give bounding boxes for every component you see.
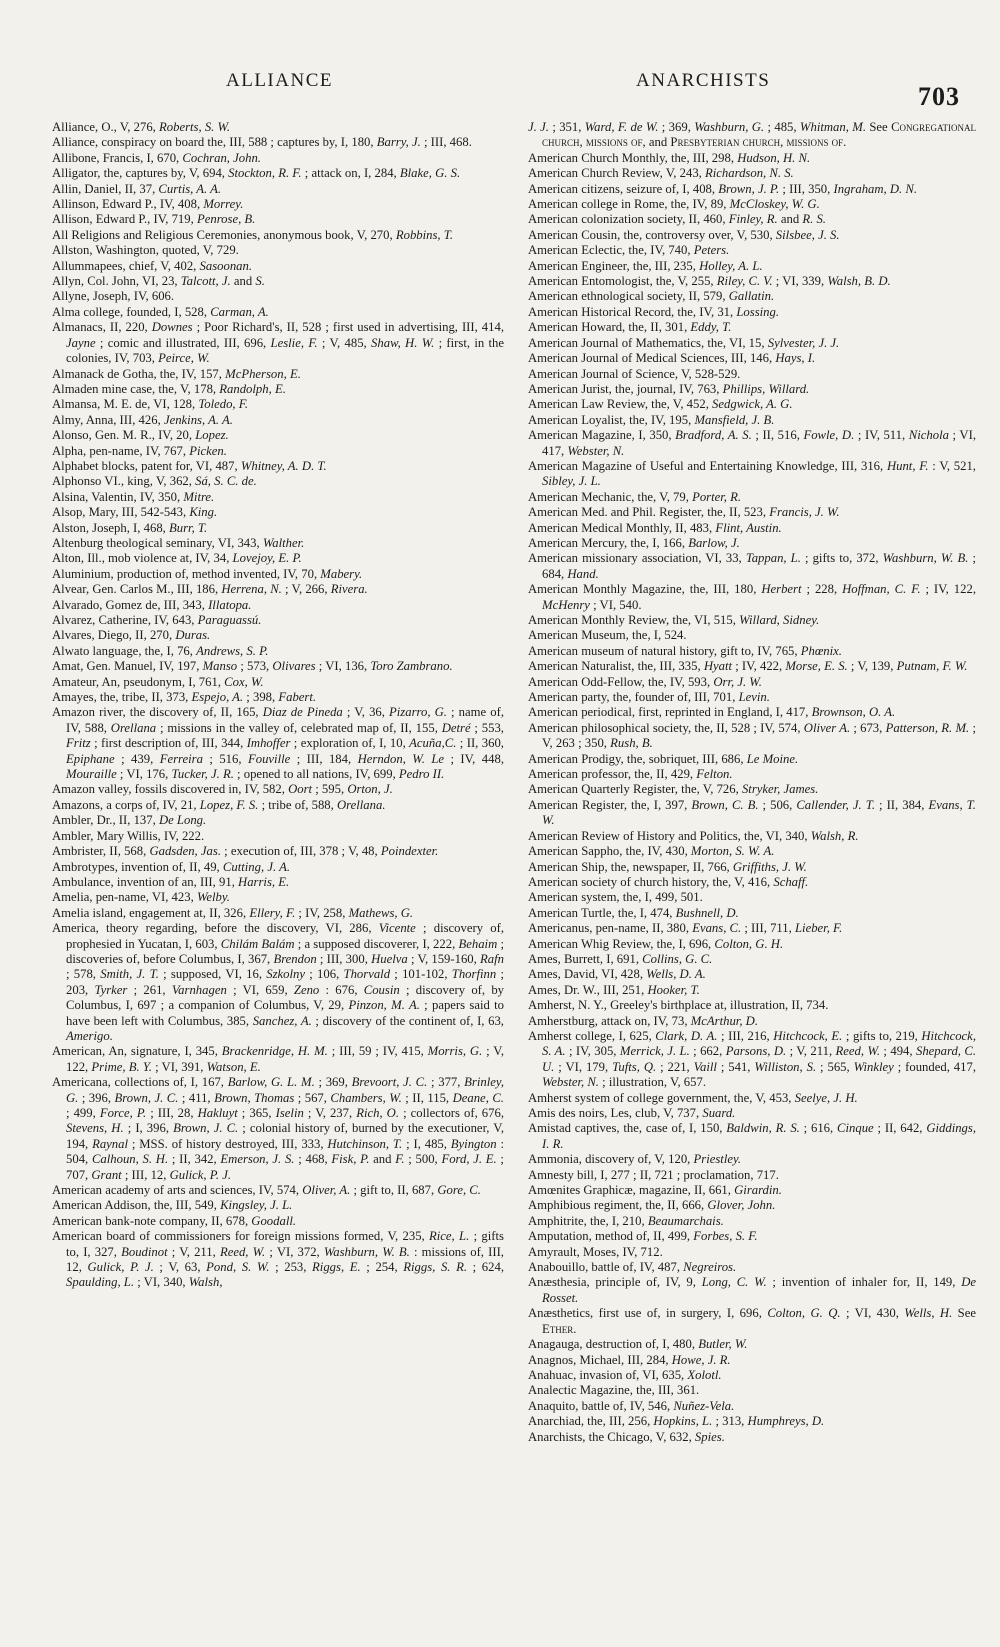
index-entry: American Eclectic, the, IV, 740, Peters. — [528, 243, 730, 258]
index-entry: Amat, Gen. Manuel, IV, 197, Manso ; 573, Olivares ; VI, 136, Toro Zambrano. — [52, 659, 453, 674]
index-entry: American philosophical society, the, II, 528 ; IV, 574, Oliver A. ; 673, Patterson, R. M. ; V, 263 ; 350, Rush, B. — [528, 720, 976, 751]
index-entry: Ambulance, invention of an, III, 91, Harris, E. — [52, 874, 290, 889]
index-entry: American, An, signature, I, 345, Brackenridge, H. M. ; III, 59 ; IV, 415, Morris, G. ; V, 122, Prime, B. Y. ; VI, 391, Watson, E. — [52, 1044, 504, 1074]
index-entry: Amateur, An, pseudonym, I, 761, Cox, W. — [52, 674, 264, 689]
index-entry: Alliance, conspiracy on board the, III, 588 ; captures by, I, 180, Barry, J. ; III, 468. — [52, 135, 472, 150]
index-entry: American Mechanic, the, V, 79, Porter, R. — [528, 489, 742, 504]
index-entry: Almy, Anna, III, 426, Jenkins, A. A. — [52, 412, 233, 427]
index-entry: America, theory regarding, before the discovery, VI, 286, Vicente ; discovery of, prophesied in Yucatan, I, 603, Chilám Balám ; a supposed discoverer, I, 222, Behaim ; discoveries of, before Columbus, I, 367, Brendon ; III, 300, Huelva ; V, 159-160, Rafn ; 578, Smith, J. T. ; supposed, VI, 16, Szkolny ; 106, Thorvald ; 101-102, Thorfinn ; 203, Tyrker ; 261, Varnhagen ; VI, 659, Zeno : 676, Cousin ; discovery of, by Columbus, I, 697 ; a companion of Columbus, V, 29, Pinzon, M. A. ; papers said to have been left with Columbus, 385, Sanchez, A. ; discovery of the continent of, I, 63, Amerigo. — [52, 921, 505, 1043]
index-entry: American Museum, the, I, 524. — [528, 628, 687, 643]
index-entry: Alvarado, Gomez de, III, 343, Illatopa. — [52, 597, 252, 612]
index-entry: American Journal of Mathematics, the, VI, 15, Sylvester, J. J. — [528, 335, 840, 350]
index-entry: Ambler, Dr., II, 137, De Long. — [52, 813, 207, 828]
index-entry: Allyne, Joseph, IV, 606. — [52, 289, 175, 304]
index-entry: Anaquito, battle of, IV, 546, Nuñez-Vela. — [528, 1398, 735, 1413]
index-entry: Allummapees, chief, V, 402, Sasoonan. — [52, 258, 253, 273]
index-entry: Alvares, Diego, II, 270, Duras. — [52, 628, 211, 643]
index-entry: American ethnological society, II, 579, Gallatin. — [528, 289, 775, 304]
index-entry: American Jurist, the, journal, IV, 763, Phillips, Willard. — [528, 381, 810, 396]
index-entry: American party, the, founder of, III, 701, Levin. — [528, 690, 770, 705]
index-entry: American Magazine, I, 350, Bradford, A. S. ; II, 516, Fowle, D. ; IV, 511, Nichola ; VI, 417, Webster, N. — [528, 428, 976, 458]
index-entry: Anabouillo, battle of, IV, 487, Negreiros. — [528, 1260, 737, 1275]
index-entry: Alonso, Gen. M. R., IV, 20, Lopez. — [52, 428, 229, 443]
index-entry: American Mercury, the, I, 166, Barlow, J. — [528, 535, 740, 550]
index-entry: American Howard, the, II, 301, Eddy, T. — [528, 320, 732, 335]
index-entry: Almanacs, II, 220, Downes ; Poor Richard's, II, 528 ; first used in advertising, III, 414, Jayne ; comic and illustrated, III, 696, Leslie, F. ; V, 485, Shaw, H. W. ; first, in the colonies, IV, 703, Peirce, W. — [52, 320, 505, 366]
index-entry: Alsop, Mary, III, 542-543, King. — [52, 505, 218, 520]
index-entry: Alwato language, the, I, 76, Andrews, S. P. — [52, 643, 269, 658]
index-entry: Amayes, the, tribe, II, 373, Espejo, A. ; 398, Fabert. — [52, 690, 317, 705]
index-column-left — [52, 120, 504, 1291]
index-entry: Ambler, Mary Willis, IV, 222. — [52, 828, 205, 843]
index-entry: Amistad captives, the, case of, I, 150, Baldwin, R. S. ; 616, Cinque ; II, 642, Giddings, I. R. — [528, 1121, 977, 1151]
index-column-right — [528, 120, 976, 1445]
index-entry: Amnesty bill, I, 277 ; II, 721 ; proclamation, 717. — [528, 1167, 779, 1182]
index-entry: Amherst college, I, 625, Clark, D. A. ; III, 216, Hitchcock, E. ; gifts to, 219, Hitchcock, S. A. ; IV, 305, Merrick, J. L. ; 662, Parsons, D. ; V, 211, Reed, W. ; 494, Shepard, C. U. ; VI, 179, Tufts, Q. ; 221, Vaill ; 541, Williston, S. ; 565, Winkley ; founded, 417, Webster, N. ; illustration, V, 657. — [528, 1028, 977, 1090]
index-entry: Amazons, a corps of, IV, 21, Lopez, F. S. ; tribe of, 588, Orellana. — [52, 797, 386, 812]
index-entry: Anahuac, invasion of, VI, 635, Xolotl. — [528, 1367, 722, 1382]
index-entry: American Journal of Science, V, 528-529. — [528, 366, 741, 381]
index-entry: Alpha, pen-name, IV, 767, Picken. — [52, 443, 227, 458]
index-entry: Altenburg theological seminary, VI, 343, Walther. — [52, 535, 305, 550]
index-entry: Amazon river, the discovery of, II, 165, Diaz de Pineda ; V, 36, Pizarro, G. ; name of, IV, 588, Orellana ; missions in the valley of, celebrated map of, II, 155, Detré ; 553, Fritz ; first description of, III, 344, Imhoffer ; exploration of, I, 10, Acuña,C. ; II, 360, Epiphane ; 439, Ferreira ; 516, Fouville ; III, 184, Herndon, W. Le ; IV, 448, Mouraille ; VI, 176, Tucker, J. R. ; opened to all nations, IV, 699, Pedro II. — [52, 705, 504, 782]
index-entry: Anagauga, destruction of, I, 480, Butler, W. — [528, 1337, 748, 1352]
index-entry: Allston, Washington, quoted, V, 729. — [52, 243, 239, 258]
index-entry: Allison, Edward P., IV, 719, Penrose, B. — [52, 212, 256, 227]
index-entry: American Addison, the, III, 549, Kingsley, J. L. — [52, 1198, 293, 1213]
index-entry: American Medical Monthly, II, 483, Flint, Austin. — [528, 520, 782, 535]
index-entry: American professor, the, II, 429, Felton. — [528, 767, 733, 782]
index-entry: American Prodigy, the, sobriquet, III, 686, Le Moine. — [528, 751, 799, 766]
index-entry: American Quarterly Register, the, V, 726, Stryker, James. — [528, 782, 819, 797]
index-entry: American Church Review, V, 243, Richardson, N. S. — [528, 166, 794, 181]
index-entry: Amyrault, Moses, IV, 712. — [528, 1244, 663, 1259]
index-entry: Aluminium, production of, method invented, IV, 70, Mabery. — [52, 566, 363, 581]
index-entry: American Med. and Phil. Register, the, II, 523, Francis, J. W. — [528, 505, 840, 520]
index-entry: Anæsthetics, first use of, in surgery, I, 696, Colton, G. Q. ; VI, 430, Wells, H. See Ether. — [528, 1306, 976, 1336]
index-entry: Amherstburg, attack on, IV, 73, McArthur, D. — [528, 1013, 758, 1028]
index-entry: American Historical Record, the, IV, 31, Lossing. — [528, 304, 780, 319]
index-entry: Amherst, N. Y., Greeley's birthplace at, illustration, II, 734. — [528, 998, 829, 1013]
index-entry: American Naturalist, the, III, 335, Hyatt ; IV, 422, Morse, E. S. ; V, 139, Putnam, F. W. — [528, 659, 968, 674]
index-entry: Americana, collections of, I, 167, Barlow, G. L. M. ; 369, Brevoort, J. C. ; 377, Brinley, G. ; 396, Brown, J. C. ; 411, Brown, Thomas ; 567, Chambers, W. ; II, 115, Deane, C. ; 499, Force, P. ; III, 28, Hakluyt ; 365, Iselin ; V, 237, Rich, O. ; collectors of, 676, Stevens, H. ; I, 396, Brown, J. C. ; colonial history of, burned by the executioner, V, 194, Raynal ; MSS. of history destroyed, III, 333, Hutchinson, T. ; I, 485, Byington : 504, Calhoun, S. H. ; II, 342, Emerson, J. S. ; 468, Fisk, P. and F. ; 500, Ford, J. E. ; 707, Grant ; III, 12, Gulick, P. J. — [52, 1075, 505, 1182]
index-entry: Alligator, the, captures by, V, 694, Stockton, R. F. ; attack on, I, 284, Blake, G. S. — [52, 166, 461, 181]
index-entry: Allibone, Francis, I, 670, Cochran, John. — [52, 150, 261, 165]
index-entry: American system, the, I, 499, 501. — [528, 890, 703, 905]
index-entry: American Monthly Review, the, VI, 515, Willard, Sidney. — [528, 613, 820, 627]
index-entry: American Review of History and Politics, the, VI, 340, Walsh, R. — [528, 828, 859, 843]
index-entry: American bank-note company, II, 678, Goodall. — [52, 1213, 297, 1228]
index-entry: Ames, David, VI, 428, Wells, D. A. — [528, 967, 706, 982]
index-entry: Alston, Joseph, I, 468, Burr, T. — [52, 520, 208, 535]
running-head-left: ALLIANCE — [226, 70, 333, 91]
running-head-right: ANARCHISTS — [636, 70, 771, 91]
index-entry: Alton, Ill., mob violence at, IV, 34, Lovejoy, E. P. — [52, 551, 302, 566]
index-entry: American Cousin, the, controversy over, V, 530, Silsbee, J. S. — [528, 227, 840, 242]
index-entry: Anarchiad, the, III, 256, Hopkins, L. ; 313, Humphreys, D. — [528, 1414, 825, 1429]
index-entry: Allin, Daniel, II, 37, Curtis, A. A. — [52, 181, 222, 196]
index-entry: American society of church history, the, V, 416, Schaff. — [528, 874, 809, 889]
index-entry: American Law Review, the, V, 452, Sedgwick, A. G. — [528, 397, 793, 412]
index-entry: American academy of arts and sciences, IV, 574, Oliver, A. ; gift to, II, 687, Gore, C. — [52, 1183, 481, 1198]
index-entry: American periodical, first, reprinted in England, I, 417, Brownson, O. A. — [528, 705, 896, 720]
index-entry: Alphabet blocks, patent for, VI, 487, Whitney, A. D. T. — [52, 458, 327, 473]
index-entry: Alliance, O., V, 276, Roberts, S. W. — [52, 120, 231, 134]
index-entry: Alsina, Valentin, IV, 350, Mitre. — [52, 489, 215, 504]
index-entry: American Ship, the, newspaper, II, 766, Griffiths, J. W. — [528, 859, 807, 874]
index-entry: Americanus, pen-name, II, 380, Evans, C. ; III, 711, Lieber, F. — [528, 921, 843, 936]
index-entry: Alma college, founded, I, 528, Carman, A. — [52, 304, 269, 319]
index-entry: Amazon valley, fossils discovered in, IV, 582, Oort ; 595, Orton, J. — [52, 782, 393, 797]
index-entry: Allyn, Col. John, VI, 23, Talcott, J. and S. — [52, 274, 265, 289]
index-entry: Alvear, Gen. Carlos M., III, 186, Herrena, N. ; V, 266, Rivera. — [52, 582, 368, 597]
index-entry: Almansa, M. E. de, VI, 128, Toledo, F. — [52, 397, 249, 412]
index-entry: Amphitrite, the, I, 210, Beaumarchais. — [528, 1213, 724, 1228]
index-entry: Ames, Burrett, I, 691, Collins, G. C. — [528, 951, 713, 966]
index-entry: Amputation, method of, II, 499, Forbes, S. F. — [528, 1229, 758, 1244]
index-entry: American colonization society, II, 460, Finley, R. and R. S. — [528, 212, 826, 227]
index-entry: American Loyalist, the, IV, 195, Mansfield, J. B. — [528, 412, 775, 427]
index-entry: American board of commissioners for foreign missions formed, V, 235, Rice, L. ; gifts to, I, 327, Boudinot ; V, 211, Reed, W. ; VI, 372, Washburn, W. B. : missions of, III, 12, Gulick, P. J. ; V, 63, Pond, S. W. ; 253, Riggs, E. ; 254, Riggs, S. R. ; 624, Spaulding, L. ; VI, 340, Walsh, — [52, 1229, 505, 1290]
index-entry: American Sappho, the, IV, 430, Morton, S. W. A. — [528, 844, 775, 859]
index-entry: Amphibious regiment, the, II, 666, Glover, John. — [528, 1198, 776, 1213]
index-entry: American citizens, seizure of, I, 408, Brown, J. P. ; III, 350, Ingraham, D. N. — [528, 181, 918, 196]
index-entry: Amelia island, engagement at, II, 326, Ellery, F. ; IV, 258, Mathews, G. — [52, 905, 414, 920]
index-entry: J. J. ; 351, Ward, F. de W. ; 369, Washburn, G. ; 485, Whitman, M. See Congregational church, missions of, and Presbyterian church, missions of. — [528, 120, 977, 150]
index-entry: Ambrotypes, invention of, II, 49, Cutting, J. A. — [52, 859, 290, 874]
index-entry: Ammonia, discovery of, V, 120, Priestley. — [528, 1152, 742, 1167]
index-entry: Amis des noirs, Les, club, V, 737, Suard. — [528, 1106, 736, 1120]
index-entry: American Monthly Magazine, the, III, 180, Herbert ; 228, Hoffman, C. F. ; IV, 122, McHenry ; VI, 540. — [528, 582, 976, 612]
index-entry: Alvarez, Catherine, IV, 643, Paraguassú. — [52, 613, 262, 627]
index-entry: Anagnos, Michael, III, 284, Howe, J. R. — [528, 1352, 731, 1367]
index-entry: Amelia, pen-name, VI, 423, Welby. — [52, 890, 230, 905]
index-entry: American museum of natural history, gift to, IV, 765, Phœnix. — [528, 643, 842, 658]
index-entry: All Religions and Religious Ceremonies, anonymous book, V, 270, Robbins, T. — [52, 227, 454, 242]
index-entry: Ames, Dr. W., III, 251, Hooker, T. — [528, 982, 700, 997]
index-entry: American Entomologist, the, V, 255, Riley, C. V. ; VI, 339, Walsh, B. D. — [528, 274, 891, 289]
index-entry: Ambrister, II, 568, Gadsden, Jas. ; execution of, III, 378 ; V, 48, Poindexter. — [52, 844, 439, 859]
index-entry: Alphonso VI., king, V, 362, Sá, S. C. de. — [52, 474, 257, 489]
index-entry: American Whig Review, the, I, 696, Colton, G. H. — [528, 936, 784, 951]
index-entry: Amherst system of college government, the, V, 453, Seelye, J. H. — [528, 1090, 858, 1105]
index-entry: American Journal of Medical Sciences, III, 146, Hays, I. — [528, 351, 816, 366]
index-entry: American Engineer, the, III, 235, Holley, A. L. — [528, 258, 763, 273]
index-entry: Allinson, Edward P., IV, 408, Morrey. — [52, 197, 244, 212]
index-entry: American missionary association, VI, 33, Tappan, L. ; gifts to, 372, Washburn, W. B. ; 684, Hand. — [528, 551, 977, 581]
index-entry: American Church Monthly, the, III, 298, Hudson, H. N. — [528, 150, 811, 165]
index-entry: American Odd-Fellow, the, IV, 593, Orr, J. W. — [528, 674, 762, 689]
index-entry: Analectic Magazine, the, III, 361. — [528, 1383, 700, 1398]
index-entry: Almaden mine case, the, V, 178, Randolph, E. — [52, 381, 286, 396]
index-entry: Almanack de Gotha, the, IV, 157, McPherson, E. — [52, 366, 301, 381]
page-number: 703 — [918, 82, 960, 111]
index-entry: American Magazine of Useful and Entertaining Knowledge, III, 316, Hunt, F. : V, 521, Sibley, J. L. — [528, 458, 976, 489]
index-entry: American Register, the, I, 397, Brown, C. B. ; 506, Callender, J. T. ; II, 384, Evans, T. W. — [528, 797, 976, 828]
index-entry: American college in Rome, the, IV, 89, McCloskey, W. G. — [528, 197, 820, 212]
index-entry: Anarchists, the Chicago, V, 632, Spies. — [528, 1429, 725, 1444]
index-entry: Anæsthesia, principle of, IV, 9, Long, C. W. ; invention of inhaler for, II, 149, De Rosset. — [528, 1275, 976, 1305]
index-entry: Amœnites Graphicæ, magazine, II, 661, Girardin. — [528, 1183, 782, 1198]
index-entry: American Turtle, the, I, 474, Bushnell, D. — [528, 905, 739, 920]
